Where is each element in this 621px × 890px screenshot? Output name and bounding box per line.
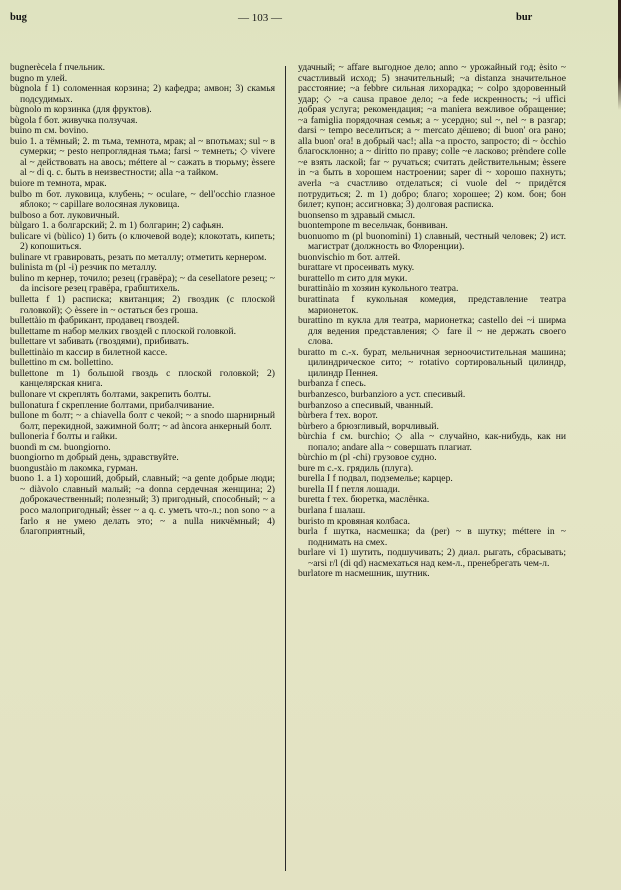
dictionary-entry: bugnerècela f пчельник. <box>10 62 106 73</box>
dictionary-entry: bulloneria f болты и гайки. <box>10 431 118 443</box>
column-divider <box>285 66 286 871</box>
dictionary-entry: bullettare vt забивать (гвоздями), прибивать. <box>10 336 189 348</box>
dictionary-entry: bulinista m (pl -i) резчик по металлу. <box>10 262 157 274</box>
dictionary-entry: burattino m кукла для театра, марионетка; castello dei ~i ширма для ведения представления; ◇ fare il ~ не держать своего слова. <box>298 315 566 348</box>
dictionary-entry: bùrchio m (pl -chi) грузовое судно. <box>298 452 437 464</box>
dictionary-entry: bulicare vi (bùlico) 1) бить (о ключевой воде); клокотать, кипеть; 2) копошиться. <box>10 230 275 253</box>
dictionary-entry: bulino m кернер, точило; резец (гравёра); ~ da cesellatore резец; ~ da incisore резец гравёра, грабштихель. <box>10 272 275 295</box>
dictionary-entry: bugno m улей. <box>10 72 68 84</box>
dictionary-entry: burlare vi 1) шутить, подшучивать; 2) диал. рыгать, сбрасывать; ~arsi r/l (di qd) насмехаться над кем-л., пренебрегать чем-л. <box>298 547 566 569</box>
dictionary-entry: bullettàio m фабрикант, продавец гвоздей. <box>10 315 180 327</box>
dictionary-entry: bùgola f бот. живучка ползучая. <box>10 114 138 126</box>
dictionary-entry: buongiorno m добрый день, здравствуйте. <box>10 452 179 464</box>
dictionary-entry: burbanzoso a спесивый, чванный. <box>298 399 434 411</box>
dictionary-entry: burla f шутка, насмешка; da (per) ~ в шутку; méttere in ~ поднимать на смех. <box>298 526 566 548</box>
dictionary-entry: burattinàio m хозяин кукольного театра. <box>298 283 459 295</box>
dictionary-entry: buonvischio m бот. алтей. <box>298 251 401 263</box>
dictionary-entry: bulinare vt гравировать, резать по металлу; отметить кернером. <box>10 251 267 263</box>
dictionary-entry: buretta f тех. бюретка, маслёнка. <box>298 494 430 506</box>
dictionary-entry: buonsenso m здравый смысл. <box>298 209 416 221</box>
dictionary-entry-continued: удачный; ~ affare выгодное дело; anno ~ урожайный год; èsito ~ счастливый исход; 5) значительный; ~a distanza значительное расстояние; ~a febbre сильная лихорадка; ~ colpo здоровенный удар; ◇ ~a causa правое дело; ~a fede искренность; ~i uffici добрая услуга; рекомендация; ~a maniera вежливое обращение; ~a famiglia порядочная семья; a ~ усердно; sul ~, nel ~ в разгар; darsi ~ tempo веселиться; a ~ mercato дёшево; di buon' ora рано; alla buon' ora! в добрый час!; alla ~a просто, запросто; di ~ òcchio благосклонно; a ~ diritto по праву; colle ~e ласково; prèndere colle ~e взять лаской; far ~ ручаться; считать действительным; èssere in ~a быть в хорошем настроении; saper di ~ хорошо пахнуть; averla ~a счастливо отделаться; ci vuole del ~ придётся потрудиться; 2. m 1) добро; благо; хорошее; 2) ком. бон; бон билет; купон; ассигновка; 3) долговая расписка. <box>298 62 566 211</box>
page-header <box>10 12 595 24</box>
dictionary-entry: bullone m болт; ~ a chiavella болт с чекой; ~ a snodo шарнирный болт, перекидной, зажимной болт; ~ ad àncora анкерный болт. <box>10 410 275 432</box>
dictionary-entry: bulboso a бот. луковичный. <box>10 209 120 221</box>
dictionary-entry: burlana f шалаш. <box>298 504 366 516</box>
page-number: — 103 — <box>238 12 282 24</box>
dictionary-entry: buontempone m весельчак, бонвиван. <box>298 220 448 232</box>
dictionary-entry: bùgnola f 1) соломенная корзина; 2) кафедра; амвон; 3) скамья подсудимых. <box>10 83 275 105</box>
dictionary-entry: bullonare vt скреплять болтами, закрепить болты. <box>10 388 212 400</box>
dictionary-entry: bullonatura f скрепление болтами, прибалчивание. <box>10 399 215 411</box>
dictionary-entry: bure m с.-х. грядиль (плуга). <box>298 462 414 474</box>
dictionary-entry: burattare vt просеивать муку. <box>298 262 415 274</box>
right-guide-word: bur <box>516 12 533 23</box>
dictionary-entry: burattinata f кукольная комедия, представление театра марионеток. <box>298 294 566 316</box>
dictionary-entry: buiore m темнота, мрак. <box>10 178 107 190</box>
dictionary-entry: burella II f петля лошади. <box>298 483 401 495</box>
dictionary-entry: burattello m сито для муки. <box>298 272 408 284</box>
dictionary-entry: bùrchia f см. burchio; ◇ alla ~ случайно, как-нибудь, как ни попало; andare alla ~ совершать плагиат. <box>298 431 566 453</box>
dictionary-entry: bulbo m бот. луковица, клубень; ~ oculare, ~ dell'occhio глазное яблоко; ~ capillare волосяная луковица. <box>10 188 275 211</box>
dictionary-entry: buio 1. a тёмный; 2. m тьма, темнота, мрак; al ~ впотьмах; sul ~ в сумерки; ~ pesto непроглядная тьма; farsi ~ темнеть; ◇ vivere al ~ действовать на авось; méttere al ~ сажать в тюрьму; èssere al ~ di q. c. быть в неизвестности; alla ~a тайком. <box>10 135 275 179</box>
dictionary-entry: buino m см. bovino. <box>10 125 89 137</box>
right-column <box>298 63 566 580</box>
dictionary-entry: bullettinàio m кассир в билетной кассе. <box>10 346 168 358</box>
dictionary-entry: burbanzesco, burbanzioro a уст. спесивый. <box>298 388 466 400</box>
dictionary-entry: buondì m см. buongiorno. <box>10 441 111 453</box>
dictionary-entry: bulletta f 1) расписка; квитанция; 2) гвоздик (с плоской головкой); ◇ èssere in ~ остаться без гроша. <box>10 294 275 316</box>
dictionary-entry: burbanza f спесь. <box>298 378 367 390</box>
dictionary-entry: buono 1. a 1) хороший, добрый, славный; ~a gente добрые люди; ~ diàvolo славный малый; ~a donna сердечная женщина; 2) доброкачественный; полезный; 3) пригодный, способный; ~ a poco малопригодный; èsser ~ a q. c. уметь что-л.; non sono ~ a farlo я не умею делать это; ~ a nulla никчёмный; 4) благоприятный, <box>10 473 275 538</box>
left-guide-word: bug <box>10 12 27 23</box>
dictionary-entry: bùrbera f тех. ворот. <box>298 410 378 422</box>
dictionary-entry: buonuomo m (pl buonomini) 1) славный, честный человек; 2) ист. магистрат (должность во Флоренции). <box>298 230 566 253</box>
dictionary-entry: bullettino m см. bollettino. <box>10 357 114 369</box>
dictionary-entry: buristo m кровяная колбаса. <box>298 515 410 527</box>
dictionary-entry: bùgnolo m корзинка (для фруктов). <box>10 104 152 116</box>
dictionary-entry: bùlgaro 1. a болгарский; 2. m 1) болгарин; 2) сафьян. <box>10 220 224 232</box>
dictionary-entry: bùrbero a брюзгливый, ворчливый. <box>298 420 439 432</box>
dictionary-entry: bullettone m 1) большой гвоздь с плоской головкой; 2) канцелярская книга. <box>10 367 275 390</box>
dictionary-entry: buongustàio m лакомка, гурман. <box>10 462 138 474</box>
dictionary-entry: bullettame m набор мелких гвоздей с плоской головкой. <box>10 325 236 337</box>
left-column <box>10 63 275 538</box>
dictionary-entry: buratto m с.-х. бурат, мельничная зерноочистительная машина; цилиндрическое сито; ~ rotativo сортировальный цилиндр, цилиндр Пеннея. <box>298 346 566 379</box>
dictionary-entry: burlatore m насмешник, шутник. <box>298 568 430 580</box>
dictionary-entry: burella I f подвал, подземелье; карцер. <box>298 473 453 485</box>
